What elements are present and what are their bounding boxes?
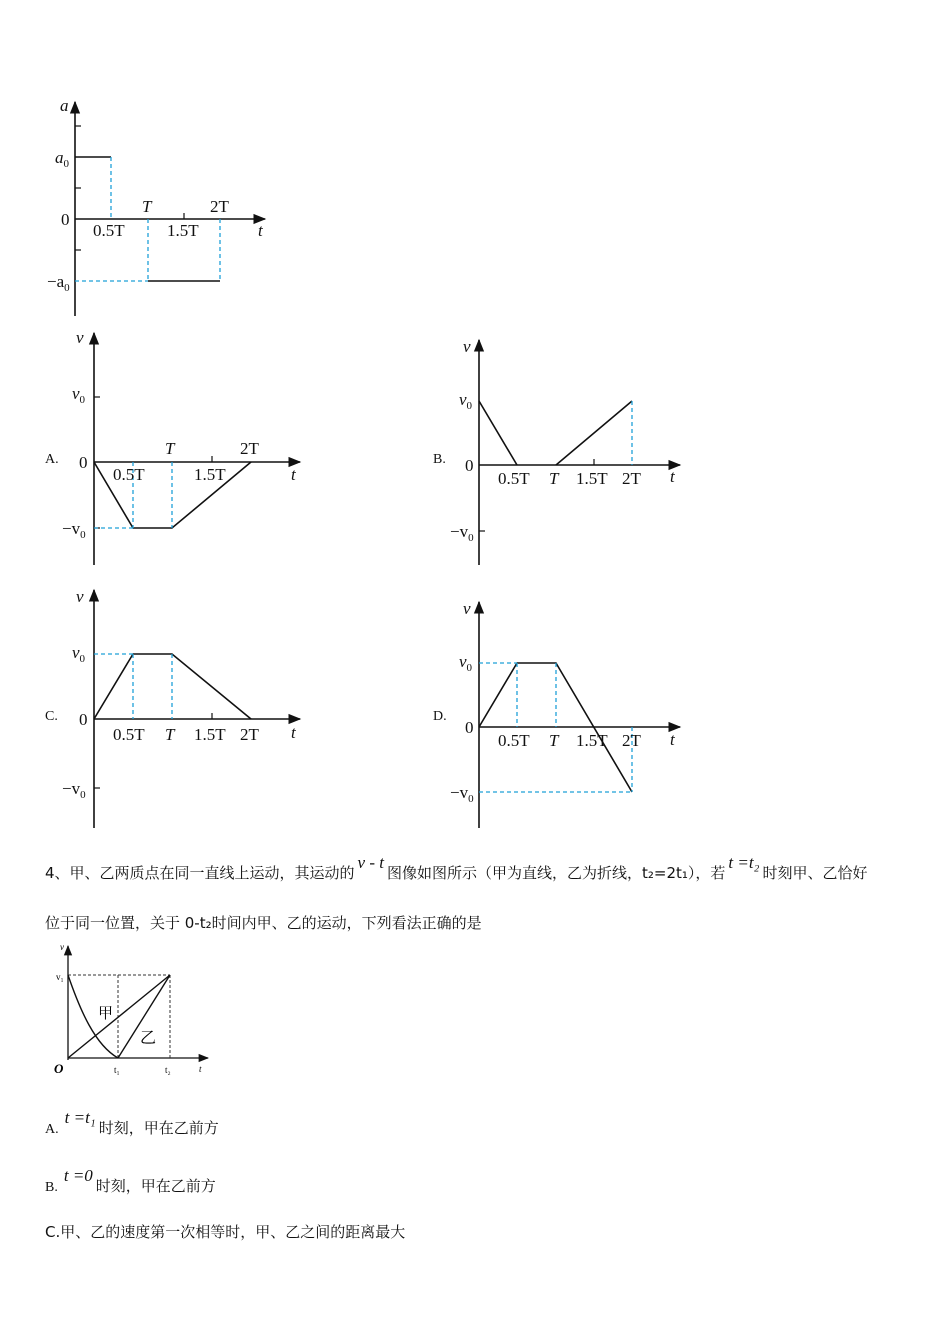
svg-text:−v0: $-v_0$ bbox=[450, 783, 474, 805]
neg-a0-label: $-a_0$ bbox=[47, 272, 70, 294]
svg-text:v: v bbox=[76, 328, 84, 347]
svg-text:1.5T: 1.5T bbox=[576, 469, 608, 488]
option-c-graph[interactable] bbox=[45, 587, 300, 828]
svg-text:0: 0 bbox=[79, 453, 88, 472]
option-b-line-1 bbox=[479, 401, 517, 465]
q4-line-1: 4、甲、乙两质点在同一直线上运动，其运动的v - t图像如图所示（甲为直线，乙为折线，t₂=2t₁），若t =t₂时刻甲、乙恰好 bbox=[45, 853, 868, 882]
svg-text:T: T bbox=[549, 469, 559, 488]
svg-text:v0: $v_0$ bbox=[72, 643, 86, 665]
svg-text:v₁: v₁ bbox=[56, 972, 64, 982]
svg-text:v: v bbox=[463, 599, 471, 618]
svg-text:v: v bbox=[463, 337, 471, 356]
svg-text:t₂: t₂ bbox=[165, 1065, 171, 1075]
svg-text:2T: 2T bbox=[622, 469, 641, 488]
tick-2T: 2T bbox=[210, 197, 229, 216]
tick-1.5T: 1.5T bbox=[167, 221, 199, 240]
option-b-line-2 bbox=[556, 401, 632, 465]
svg-text:0.5T: 0.5T bbox=[113, 725, 145, 744]
svg-text:D.: D. bbox=[433, 709, 447, 724]
svg-text:−v0: $-v_0$ bbox=[62, 519, 86, 541]
a0-label: $a_0$ bbox=[55, 148, 69, 170]
svg-text:t₁: t₁ bbox=[114, 1065, 120, 1075]
svg-text:0.5T: 0.5T bbox=[113, 465, 145, 484]
tick-0.5T: 0.5T bbox=[93, 221, 125, 240]
svg-text:−v0: $-v_0$ bbox=[450, 522, 474, 544]
svg-text:2T: 2T bbox=[240, 439, 259, 458]
svg-text:T: T bbox=[165, 439, 175, 458]
tick-T: T bbox=[142, 197, 152, 216]
svg-text:t: t bbox=[291, 723, 296, 742]
svg-text:t: t bbox=[199, 1064, 202, 1074]
svg-text:v: v bbox=[60, 942, 64, 952]
svg-text:t: t bbox=[670, 730, 675, 749]
svg-text:A.: A. bbox=[45, 452, 59, 467]
svg-text:t: t bbox=[670, 467, 675, 486]
svg-text:0.5T: 0.5T bbox=[498, 469, 530, 488]
answer-a[interactable]: A.t =t₁时刻，甲在乙前方 bbox=[45, 1108, 219, 1137]
svg-text:t: t bbox=[291, 465, 296, 484]
svg-text:C.: C. bbox=[45, 709, 58, 724]
svg-text:1.5T: 1.5T bbox=[576, 731, 608, 750]
svg-text:1.5T: 1.5T bbox=[194, 465, 226, 484]
answer-b[interactable]: B.t =0时刻，甲在乙前方 bbox=[45, 1166, 216, 1195]
svg-text:1.5T: 1.5T bbox=[194, 725, 226, 744]
svg-text:t: t bbox=[258, 221, 263, 240]
yi-label: 乙 bbox=[140, 1028, 157, 1047]
option-a-graph[interactable] bbox=[45, 328, 300, 565]
svg-text:0: 0 bbox=[61, 210, 70, 229]
svg-text:v: v bbox=[76, 587, 84, 606]
svg-text:−v0: $-v_0$ bbox=[62, 779, 86, 801]
jia-label: 甲 bbox=[98, 1004, 114, 1022]
svg-text:0: 0 bbox=[79, 710, 88, 729]
svg-text:v0: $v_0$ bbox=[459, 652, 473, 674]
svg-text:0: 0 bbox=[465, 718, 474, 737]
svg-text:B.: B. bbox=[433, 452, 446, 467]
svg-text:0: 0 bbox=[465, 456, 474, 475]
option-b-graph[interactable] bbox=[433, 337, 680, 565]
a-label: a bbox=[60, 96, 69, 115]
svg-text:v0: $v_0$ bbox=[72, 384, 86, 406]
q4-vt-figure bbox=[54, 942, 208, 1076]
svg-text:T: T bbox=[165, 725, 175, 744]
answer-c[interactable]: C.甲、乙的速度第一次相等时，甲、乙之间的距离最大 bbox=[45, 1223, 406, 1241]
svg-text:0.5T: 0.5T bbox=[498, 731, 530, 750]
svg-text:O: O bbox=[54, 1061, 64, 1076]
svg-text:2T: 2T bbox=[622, 731, 641, 750]
option-d-graph[interactable] bbox=[433, 599, 680, 828]
q4-line-2: 位于同一位置，关于 0-t₂时间内甲、乙的运动，下列看法正确的是 bbox=[45, 914, 482, 932]
svg-text:v0: $v_0$ bbox=[459, 390, 473, 412]
a-t-graph bbox=[47, 96, 265, 316]
svg-text:T: T bbox=[549, 731, 559, 750]
svg-text:2T: 2T bbox=[240, 725, 259, 744]
